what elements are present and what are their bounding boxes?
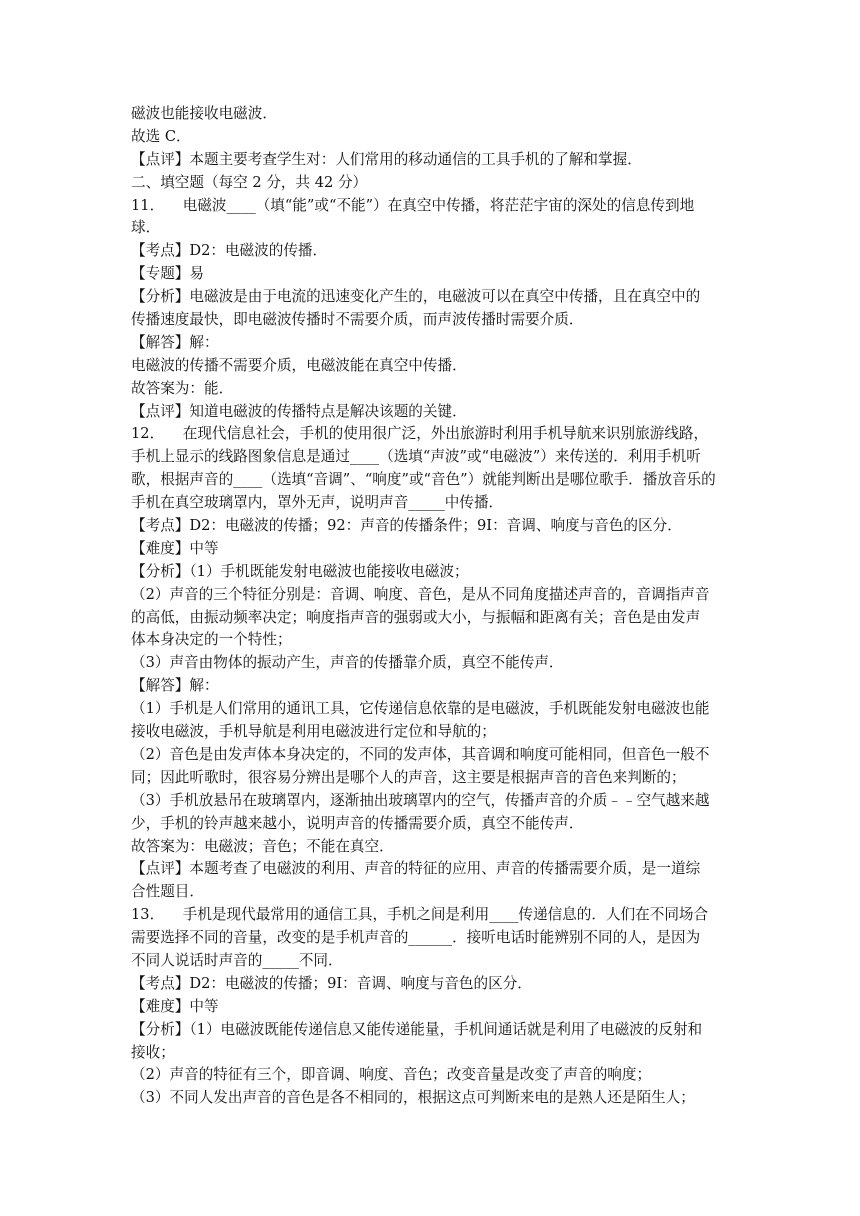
text-line: 【难度】中等 (131, 997, 219, 1015)
text-line: 【分析】电磁波是由于电流的迅速变化产生的，电磁波可以在真空中传播，且在真空中的 (131, 288, 701, 306)
text-line: （1）手机是人们常用的通讯工具，它传递信息依靠的是电磁波，手机既能发射电磁波也能 (131, 700, 710, 718)
text-line: 【考点】D2：电磁波的传播；9I：音调、响度与音色的区分． (131, 974, 532, 992)
text-line: 不同人说话时声音的_____不同． (131, 951, 343, 969)
text-line: 手机上显示的线路图象信息是通过____（选填“声波”或“电磁波”）来传送的．利用手机听 (131, 448, 701, 466)
text-line: 合性题目． (131, 883, 204, 901)
text-line: （3）手机放悬吊在玻璃罩内，逐渐抽出玻璃罩内的空气，传播声音的介质﹣﹣空气越来越 (131, 791, 710, 809)
text-line: 体本身决定的一个特性； (131, 631, 292, 649)
text-line: 需要选择不同的音量，改变的是手机声音的______．接听电话时能辨别不同的人，是因为 (131, 929, 701, 947)
text-line: 【分析】（1）电磁波既能传递信息又能传递能量，手机间通话就是利用了电磁波的反射和 (131, 1020, 703, 1038)
text-line: 的高低，由振动频率决定；响度指声音的强弱或大小，与振幅和距离有关；音色是由发声 (131, 608, 701, 626)
text-line: 歌，根据声音的____（选填“音调”、“响度”或“音色”）就能判断出是哪位歌手．播放音乐的 (131, 471, 716, 489)
text-line: 【点评】本题考查了电磁波的利用、声音的特征的应用、声音的传播需要介质，是一道综 (131, 860, 701, 878)
text-line: 同；因此听歌时，很容易分辨出是哪个人的声音，这主要是根据声音的音色来判断的； (131, 768, 686, 786)
text-line: 球． (131, 219, 161, 237)
text-line: 【解答】解： (131, 333, 219, 351)
text-line: 【点评】本题主要考查学生对：人们常用的移动通信的工具手机的了解和掌握． (131, 150, 642, 168)
text-line: 故答案为：电磁波；音色；不能在真空． (131, 837, 394, 855)
question-13: 13． 手机是现代最常用的通信工具，手机之间是利用____传递信息的．人们在不同场合 (131, 906, 709, 924)
text-line: 【专题】易 (131, 265, 204, 283)
text-line: 接收电磁波，手机导航是利用电磁波进行定位和导航的； (131, 723, 496, 741)
text-line: 【难度】中等 (131, 539, 219, 557)
text-line: （2）声音的特征有三个，即音调、响度、音色；改变音量是改变了声音的响度； (131, 1066, 652, 1084)
document-body (131, 103, 735, 1110)
text-line: 【解答】解： (131, 677, 219, 695)
text-line: 【考点】D2：电磁波的传播． (131, 242, 328, 260)
text-line: 少，手机的铃声越来越小，说明声音的传播需要介质，真空不能传声． (131, 814, 584, 832)
section-heading: 二、填空题（每空 2 分，共 42 分） (131, 173, 368, 191)
text-line: 电磁波的传播不需要介质，电磁波能在真空中传播． (131, 356, 467, 374)
question-11: 11． 电磁波____（填“能”或“不能”）在真空中传播，将茫茫宇宙的深处的信息传到地 (131, 196, 695, 214)
text-line: 接收； (131, 1043, 175, 1061)
text-line: 磁波也能接收电磁波． (131, 105, 277, 122)
text-line: 【分析】（1）手机既能发射电磁波也能接收电磁波； (131, 562, 469, 580)
text-line: （2）声音的三个特征分别是：音调、响度、音色，是从不同角度描述声音的，音调指声音 (131, 585, 710, 603)
question-12: 12． 在现代信息社会，手机的使用很广泛，外出旅游时利用手机导航来识别旅游线路， (131, 425, 709, 443)
text-line: （2）音色是由发声体本身决定的，不同的发声体，其音调和响度可能相同，但音色一般不 (131, 745, 710, 763)
text-line: 手机在真空玻璃罩内，罩外无声，说明声音_____中传播． (131, 494, 504, 512)
text-line: 传播速度最快，即电磁波传播时不需要介质，而声波传播时需要介质． (131, 311, 584, 329)
text-line: 故选 C． (131, 127, 191, 145)
text-line: 故答案为：能． (131, 379, 234, 397)
text-line: （3）声音由物体的振动产生，声音的传播靠介质，真空不能传声． (131, 654, 564, 672)
text-line: 【考点】D2：电磁波的传播；92：声音的传播条件；9I：音调、响度与音色的区分． (131, 517, 682, 535)
text-line: （3）不同人发出声音的音色是各不相同的，根据这点可判断来电的是熟人还是陌生人； (131, 1089, 695, 1107)
text-line: 【点评】知道电磁波的传播特点是解决该题的关键． (131, 402, 467, 420)
